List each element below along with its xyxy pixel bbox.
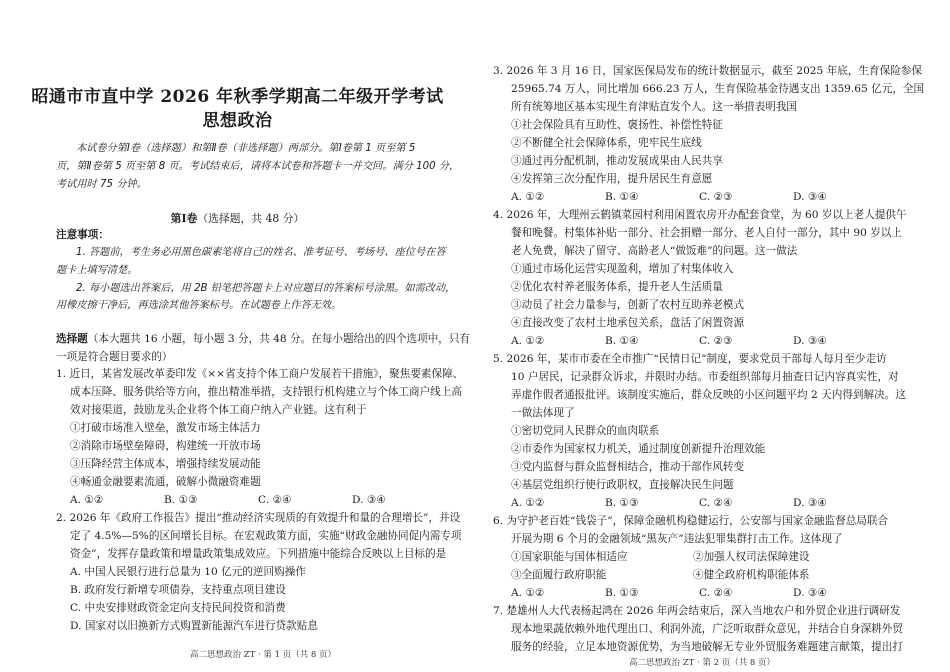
choice-intro-bold: 选择题	[56, 333, 88, 345]
q6-option-d[interactable]: D. ③④	[793, 587, 827, 599]
intro-line-2: 页，第Ⅱ卷第 5 页至第 8 页。考试结束后，请将本试卷和答题卡一并交回。满分 100 分，	[56, 161, 460, 172]
q4-item-4: ④直接改变了农村土地承包关系，盘活了闲置资源	[511, 317, 745, 329]
q1-stem-3: 效对接渠道，鼓励龙头企业将个体工商户纳入产业链。这有利于	[70, 404, 367, 416]
q3-option-a[interactable]: A. ①②	[511, 191, 545, 203]
q5-option-c[interactable]: C. ②④	[699, 497, 733, 509]
q4-item-2: ②优化农村养老服务体系，提升老人生活质量	[511, 281, 723, 293]
q4-option-a[interactable]: A. ①②	[511, 335, 545, 347]
q4-item-3: ③动员了社会力量参与，创新了农村互助养老模式	[511, 299, 745, 311]
q2-stem-1: 2. 2026 年《政府工作报告》提出“推动经济实现质的有效提升和量的合理增长”，并设	[56, 512, 461, 524]
q1-option-c[interactable]: C. ②④	[258, 494, 292, 506]
q1-stem-2: 成本压降、服务供给等方向，推出精准举措，支持银行机构建立与个体工商户线上高	[70, 386, 462, 398]
q3-option-b[interactable]: B. ①④	[605, 191, 639, 203]
q5-stem-1: 5. 2026 年，某市市委在全市推广“民情日记”制度，要求党员干部每人每月至少走访	[493, 353, 887, 365]
q4-item-1: ①通过市场化运营实现盈利，增加了村集体收入	[511, 263, 734, 275]
q2-stem-2: 定了 4.5%—5%的区间增长目标。在宏观政策方面，实施“财政金融协同促内需专项	[70, 530, 462, 542]
q5-item-2: ②市委作为国家权力机关，通过制度创新提升治理效能	[511, 443, 766, 455]
q5-stem-4: 一做法体现了	[511, 407, 575, 419]
q3-stem-1: 3. 2026 年 3 月 16 日，国家医保局发布的统计数据显示，截至 2025 年底，生育保险参保	[493, 65, 922, 77]
q4-option-d[interactable]: D. ③④	[793, 335, 827, 347]
q2-stem-3: 资金”，发挥存量政策和增量政策集成效应。下列措施中能综合反映以上目标的是	[70, 548, 447, 560]
q4-option-c[interactable]: C. ②③	[699, 335, 733, 347]
notice-line-1: 1. 答题前，考生务必用黑色碳素笔将自己的姓名、准考证号、考场号、座位号在答	[76, 247, 446, 258]
q3-item-3: ③通过再分配机制，推动发展成果由人民共享	[511, 155, 723, 167]
choice-intro-line-2: 一项是符合题目要求的）	[56, 351, 173, 363]
q6-item-4: ④健全政府机构职能体系	[693, 569, 810, 581]
q5-stem-2: 10 户居民，记录群众诉求，并限时办结。市委组织部每月抽查日记内容真实性，对	[511, 371, 899, 383]
exam-title: 昭通市市直中学 2026 年秋季学期高二年级开学考试	[31, 87, 444, 107]
intro-line-1: 本试卷分第Ⅰ卷（选择题）和第Ⅱ卷（非选择题）两部分。第Ⅰ卷第 1 页至第 5	[76, 143, 416, 154]
q2-option-a[interactable]: A. 中国人民银行进行总量为 10 亿元的逆回购操作	[70, 566, 306, 578]
notice-title: 注意事项：	[56, 229, 109, 241]
q1-item-4: ④畅通金融要素流通，破解小微融资难题	[70, 476, 261, 488]
choice-intro-line-1	[56, 332, 470, 346]
q7-stem-1: 7. 楚雄州人大代表杨起鸿在 2026 年两会结束后，深入当地农户和外贸企业进行调研发	[493, 605, 901, 617]
q7-stem-3: 服务的经验，立足本地资源优势，为当地破解无专业外贸服务难题建言献策，提出打	[511, 641, 903, 653]
q5-options	[511, 496, 827, 510]
q6-items-row-1	[511, 550, 810, 564]
q6-options	[511, 586, 827, 600]
q1-item-1: ①打破市场准入壁垒，激发市场主体活力	[70, 422, 261, 434]
q6-option-c[interactable]: C. ②④	[699, 587, 733, 599]
q5-stem-3: 弄虚作假者通报批评。该制度实施后，群众反映的小区问题平均 2 天内得到解决。这	[511, 389, 906, 401]
q1-option-a[interactable]: A. ①②	[70, 494, 104, 506]
q3-option-d[interactable]: D. ③④	[793, 191, 827, 203]
q1-item-2: ②消除市场壁垒障碍，构建统一开放市场	[70, 440, 261, 452]
q5-option-a[interactable]: A. ①②	[511, 497, 545, 509]
q3-stem-3: 所有统筹地区基本实现生育津贴直发个人。这一举措表明我国	[511, 101, 798, 113]
section-heading-rest: （选择题，共 48 分）	[197, 212, 305, 225]
section-heading	[0, 211, 475, 226]
q6-item-1: ①国家职能与国体相适应	[511, 551, 628, 563]
q6-stem-2: 开展为期 6 个月的金融领域“黑灰产”违法犯罪集群打击工作。这体现了	[511, 533, 843, 545]
q3-options	[511, 190, 827, 204]
q3-item-2: ②不断健全社会保障体系，兜牢民生底线	[511, 137, 702, 149]
q3-option-c[interactable]: C. ②③	[699, 191, 733, 203]
q1-option-d[interactable]: D. ③④	[352, 494, 386, 506]
q2-option-d[interactable]: D. 国家对以旧换新方式购置新能源汽车进行贷款贴息	[70, 620, 318, 632]
q1-option-b[interactable]: B. ①③	[164, 494, 198, 506]
q6-option-a[interactable]: A. ①②	[511, 587, 545, 599]
q4-stem-2: 餐和晚餐。村集体补贴一部分、社会捐赠一部分、老人自付一部分，其中 90 岁以上	[511, 227, 902, 239]
q1-item-3: ③压降经营主体成本，增强持续发展动能	[70, 458, 261, 470]
q6-option-b[interactable]: B. ①③	[605, 587, 639, 599]
q4-options	[511, 334, 827, 348]
q6-items-row-2	[511, 568, 810, 582]
right-page	[475, 0, 950, 672]
footer-left: 高二思想政治 ZT · 第 1 页（共 8 页）	[190, 650, 337, 660]
q4-stem-3: 老人免费，解决了留守、高龄老人“做饭难”的问题。这一做法	[511, 245, 798, 257]
intro-line-3: 考试用时 75 分钟。	[56, 179, 147, 190]
notice-line-3: 2. 每小题选出答案后，用 2B 铅笔把答题卡上对应题目的答案标号涂黑。如需改动，	[76, 283, 456, 294]
q6-stem-1: 6. 为守护老百姓“钱袋子”，保障金融机构稳健运行，公安部与国家金融监督总局联合	[493, 515, 889, 527]
q5-item-4: ④基层党组织行使行政职权，直接解决民生问题	[511, 479, 734, 491]
q3-item-4: ④发挥第三次分配作用，提升居民生育意愿	[511, 173, 713, 185]
q1-stem-1: 1. 近日，某省发展改革委印发《××省支持个体工商户发展若干措施》，聚焦要素保障、	[56, 368, 464, 380]
q5-option-d[interactable]: D. ③④	[793, 497, 827, 509]
q4-option-b[interactable]: B. ①④	[605, 335, 639, 347]
q6-item-3: ③全面履行政府职能	[511, 569, 607, 581]
q3-stem-2: 25965.74 万人，同比增加 666.23 万人，生育保险基金待遇支出 1359.65 亿元，全国	[511, 83, 925, 95]
q4-stem-1: 4. 2026 年，大理州云鹤镇菜园村利用闲置农房开办配套食堂，为 60 岁以上老人提供午	[493, 209, 907, 221]
q7-stem-2: 现本地果蔬依赖外地代理出口、利润外流，广泛听取群众意见，并结合自身深耕外贸	[511, 623, 903, 635]
notice-line-4: 用橡皮擦干净后，再选涂其他答案标号。在试题卷上作答无效。	[56, 300, 342, 311]
q6-item-2: ②加强人权司法保障建设	[693, 551, 810, 563]
q2-option-b[interactable]: B. 政府发行新增专项债券，支持重点项目建设	[70, 584, 286, 596]
q5-item-3: ③党内监督与群众监督相结合，推动干部作风转变	[511, 461, 745, 473]
choice-intro-text: （本大题共 16 小题，每小题 3 分，共 48 分。在每小题给出的四个选项中，只有	[87, 333, 471, 345]
q5-item-1: ①密切党同人民群众的血肉联系	[511, 425, 660, 437]
q5-option-b[interactable]: B. ①③	[605, 497, 639, 509]
section-heading-bold: 第Ⅰ卷	[170, 212, 198, 225]
q1-options	[70, 493, 386, 507]
q2-option-c[interactable]: C. 中央安排财政资金定向支持民间投资和消费	[70, 602, 286, 614]
notice-line-2: 题卡上填写清楚。	[56, 265, 138, 276]
exam-subject: 思想政治	[202, 111, 273, 131]
footer-right: 高二思想政治 ZT · 第 2 页（共 8 页）	[629, 658, 776, 668]
q3-item-1: ①社会保险具有互助性、褒扬性、补偿性特征	[511, 119, 723, 131]
